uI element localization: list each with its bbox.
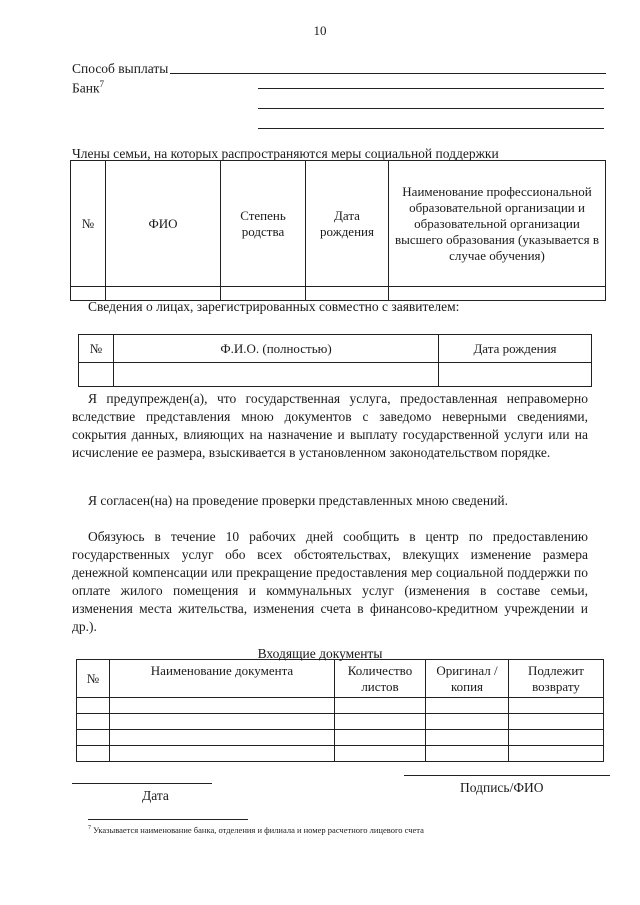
footnote-text: Указывается наименование банка, отделения и филиала и номер расчетного лицевого счета bbox=[93, 824, 424, 835]
family-header-education: Наименование профессиональной образовательной организации и образовательной организации высшего образования (указывается в случае обучения) bbox=[389, 161, 606, 287]
sign-label: Подпись/ФИО bbox=[460, 780, 544, 795]
date-signature-line bbox=[72, 783, 212, 784]
date-label: Дата bbox=[142, 788, 169, 803]
sign-signature-line bbox=[404, 775, 610, 776]
registered-header-row bbox=[79, 335, 592, 363]
incoming-header-row bbox=[77, 660, 604, 698]
table-row bbox=[79, 363, 592, 387]
bank-line-2 bbox=[258, 108, 604, 109]
registered-header-number: № bbox=[79, 335, 114, 363]
incoming-header-original: Оригинал /копия bbox=[426, 660, 509, 698]
bank-line-3 bbox=[258, 128, 604, 129]
registered-title: Сведения о лицах, зарегистрированных совместно с заявителем: bbox=[88, 299, 460, 314]
table-row bbox=[77, 746, 604, 762]
footnote bbox=[88, 823, 424, 836]
family-table bbox=[70, 160, 606, 301]
incoming-header-sheets: Количество листов bbox=[335, 660, 426, 698]
table-row bbox=[77, 698, 604, 714]
incoming-title: Входящие документы bbox=[257, 646, 383, 661]
consent-paragraph: Я согласен(на) на проведение проверки представленных мною сведений. bbox=[88, 493, 508, 508]
family-header-number: № bbox=[71, 161, 106, 287]
registered-table bbox=[78, 334, 592, 387]
obligation-paragraph: Обязуюсь в течение 10 рабочих дней сообщить в центр по предоставлению государственных услуг обо всех обстоятельствах, влекущих изменение размера денежной компенсации или прекращение предоставления мер социальной поддержки по оплате жилого помещения и коммунальных услуг (изменения в составе семьи, изменения места жительства, изменения счета в финансово-кредитном учреждении и др.). bbox=[72, 529, 588, 634]
family-header-relation: Степень родства bbox=[221, 161, 306, 287]
bank-label: Банк$^7$ bbox=[72, 79, 105, 96]
footnote-mark: 7 bbox=[88, 825, 91, 831]
table-row bbox=[77, 714, 604, 730]
family-header-birthdate: Дата рождения bbox=[306, 161, 389, 287]
footnote-divider bbox=[88, 819, 248, 820]
warning-paragraph: Я предупрежден(а), что государственная услуга, предоставленная неправомерно вследствие представления мною документов с заведомо неверными сведениями, сокрытия данных, влияющих на назначение и выплату государственной услуги или на исчисление ее размера, взыскивается в установленном законодательством порядке. bbox=[72, 391, 588, 460]
family-header-name: ФИО bbox=[106, 161, 221, 287]
family-header-row bbox=[71, 161, 606, 287]
incoming-table bbox=[76, 659, 604, 762]
payment-method-label: Способ выплаты bbox=[72, 61, 169, 76]
family-title: Члены семьи, на которых распространяются меры социальной поддержки bbox=[72, 146, 499, 161]
bank-line-1 bbox=[258, 88, 604, 89]
registered-header-birthdate: Дата рождения bbox=[439, 335, 592, 363]
incoming-header-number: № bbox=[77, 660, 110, 698]
payment-method-line bbox=[170, 73, 606, 74]
bank-footnote-mark: 7 bbox=[99, 79, 105, 89]
incoming-header-return: Подлежит возврату bbox=[509, 660, 604, 698]
registered-header-name: Ф.И.О. (полностью) bbox=[114, 335, 439, 363]
table-row bbox=[77, 730, 604, 746]
incoming-header-document: Наименование документа bbox=[110, 660, 335, 698]
page-number: 10 bbox=[313, 23, 327, 38]
